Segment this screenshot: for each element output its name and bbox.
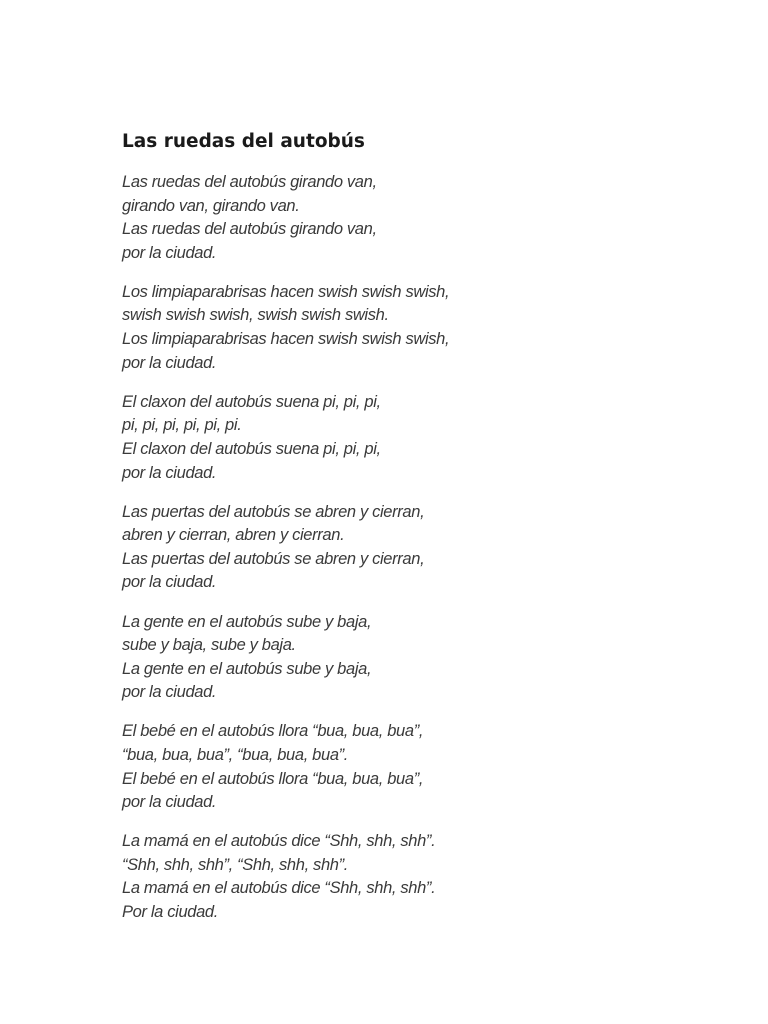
stanza-7 xyxy=(122,830,682,924)
stanza-3 xyxy=(122,391,682,485)
lyric-line: El claxon del autobús suena pi, pi, pi, xyxy=(122,439,381,458)
lyric-line: por la ciudad. xyxy=(122,793,217,812)
document-page xyxy=(122,129,682,940)
stanza-6 xyxy=(122,720,682,814)
lyric-line: girando van, girando van. xyxy=(122,196,300,215)
lyric-line: por la ciudad. xyxy=(122,573,217,592)
song-title: Las ruedas del autobús xyxy=(122,131,365,152)
lyric-line: Los limpiaparabrisas hacen swish swish swish, xyxy=(122,282,450,301)
lyric-line: por la ciudad. xyxy=(122,243,217,262)
lyric-line: La gente en el autobús sube y baja, xyxy=(122,659,372,678)
lyric-line: Las ruedas del autobús girando van, xyxy=(122,173,377,191)
stanza-5 xyxy=(122,611,682,705)
lyric-line: Los limpiaparabrisas hacen swish swish swish, xyxy=(122,330,450,349)
lyric-line: Las puertas del autobús se abren y cierran, xyxy=(122,502,425,521)
lyric-line: por la ciudad. xyxy=(122,683,217,702)
lyric-line: abren y cierran, abren y cierran. xyxy=(122,526,345,545)
lyric-line: swish swish swish, swish swish swish. xyxy=(122,306,389,325)
lyric-line: sube y baja, sube y baja. xyxy=(122,636,296,655)
lyric-line: Por la ciudad. xyxy=(122,903,218,922)
lyric-line: La gente en el autobús sube y baja, xyxy=(122,612,372,631)
lyric-line: por la ciudad. xyxy=(122,353,217,372)
lyric-line: La mamá en el autobús dice “Shh, shh, shh”. xyxy=(122,879,436,898)
stanza-4 xyxy=(122,501,682,595)
lyric-line: Las ruedas del autobús girando van, xyxy=(122,220,377,239)
lyric-line: “Shh, shh, shh”, “Shh, shh, shh”. xyxy=(122,855,348,874)
lyric-line: La mamá en el autobús dice “Shh, shh, shh”. xyxy=(122,832,436,851)
lyric-line: El bebé en el autobús llora “bua, bua, bua”, xyxy=(122,769,424,788)
lyric-line: “bua, bua, bua”, “bua, bua, bua”. xyxy=(122,745,349,764)
stanza-1 xyxy=(122,171,682,265)
lyric-line: El bebé en el autobús llora “bua, bua, bua”, xyxy=(122,722,424,741)
lyric-line: Las puertas del autobús se abren y cierran, xyxy=(122,549,425,568)
stanza-2 xyxy=(122,281,682,375)
lyric-line: El claxon del autobús suena pi, pi, pi, xyxy=(122,392,381,411)
lyric-line: por la ciudad. xyxy=(122,463,217,482)
lyric-line: pi, pi, pi, pi, pi, pi. xyxy=(122,416,242,435)
